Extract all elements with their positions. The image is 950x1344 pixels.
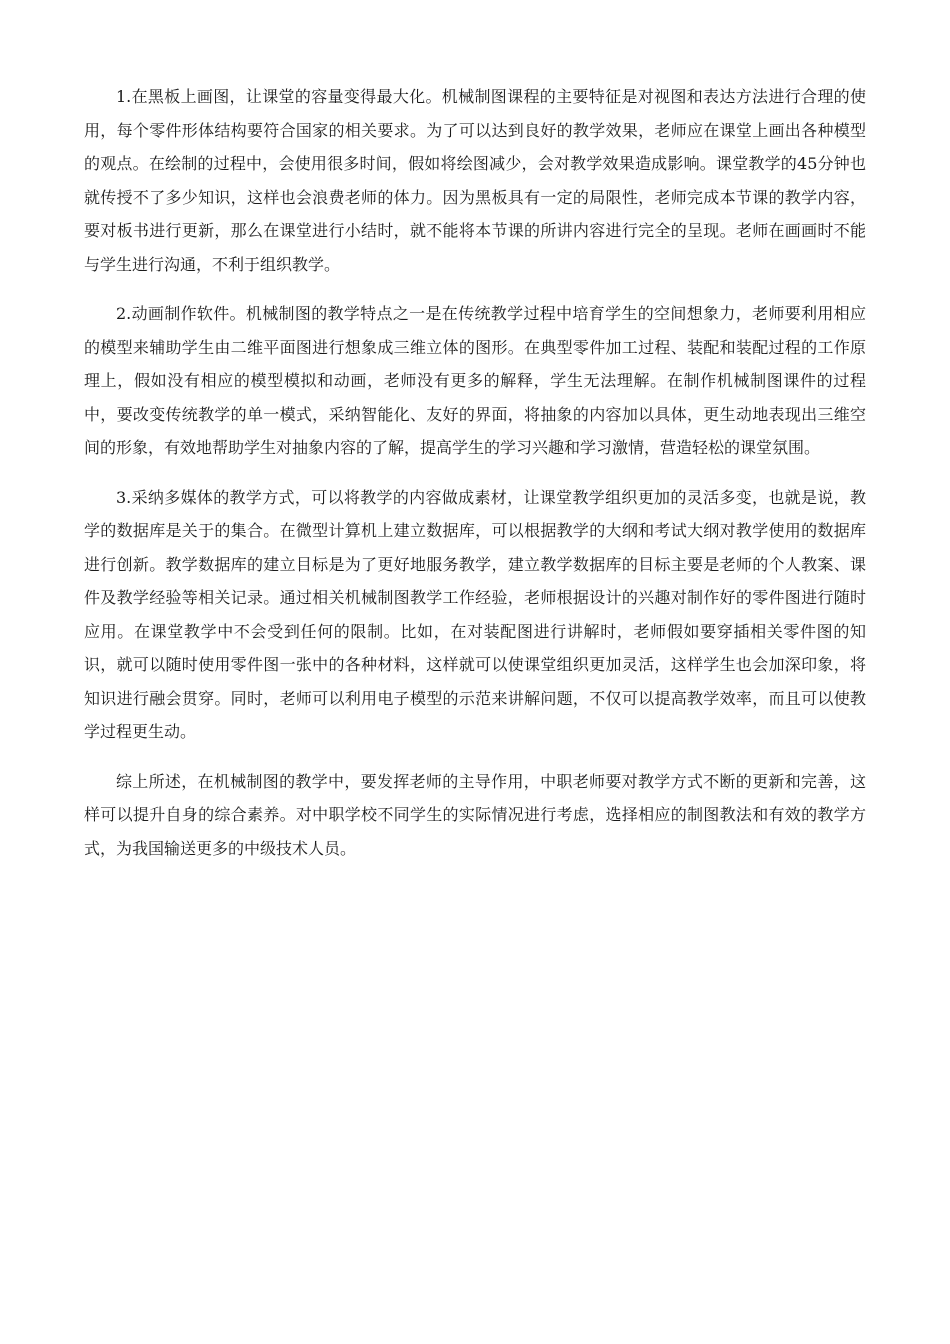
paragraph-3-multimedia-teaching: 3.采纳多媒体的教学方式，可以将教学的内容做成素材，让课堂教学组织更加的灵活多变，也就是说，教学的数据库是关于的集合。在微型计算机上建立数据库，可以根据教学的大纲和考试大纲对教学使用的数据库进行创新。教学数据库的建立目标是为了更好地服务教学，建立教学数据库的目标主要是老师的个人教案、课件及教学经验等相关记录。通过相关机械制图教学工作经验，老师根据设计的兴趣对制作好的零件图进行随时应用。在课堂教学中不会受到任何的限制。比如，在对装配图进行讲解时，老师假如要穿插相关零件图的知识，就可以随时使用零件图一张中的各种材料，这样就可以使课堂组织更加灵活，这样学生也会加深印象，将知识进行融会贯穿。同时，老师可以利用电子模型的示范来讲解问题，不仅可以提高教学效率，而且可以使教学过程更生动。 <box>84 487 866 741</box>
paragraph-2-animation-software: 2.动画制作软件。机械制图的教学特点之一是在传统教学过程中培育学生的空间想象力，老师要利用相应的模型来辅助学生由二维平面图进行想象成三维立体的图形。在典型零件加工过程、装配和装配过程的工作原理上，假如没有相应的模型模拟和动画，老师没有更多的解释，学生无法理解。在制作机械制图课件的过程中，要改变传统教学的单一模式，采纳智能化、友好的界面，将抽象的内容加以具体，更生动地表现出三维空间的形象，有效地帮助学生对抽象内容的了解，提高学生的学习兴趣和学习激情，营造轻松的课堂氛围。 <box>84 304 866 457</box>
paragraph-1-blackboard-drawing: 1.在黑板上画图，让课堂的容量变得最大化。机械制图课程的主要特征是对视图和表达方法进行合理的使用，每个零件形体结构要符合国家的相关要求。为了可以达到良好的教学效果，老师应在课堂上画出各种模型的观点。在绘制的过程中，会使用很多时间，假如将绘图减少，会对教学效果造成影响。课堂教学的45分钟也就传授不了多少知识，这样也会浪费老师的体力。因为黑板具有一定的局限性，老师完成本节课的教学内容，要对板书进行更新，那么在课堂进行小结时，就不能将本节课的所讲内容进行完全的呈现。老师在画画时不能与学生进行沟通，不利于组织教学。 <box>84 87 866 274</box>
document-body <box>84 80 866 881</box>
paragraph-conclusion: 综上所述，在机械制图的教学中，要发挥老师的主导作用，中职老师要对教学方式不断的更新和完善，这样可以提升自身的综合素养。对中职学校不同学生的实际情况进行考虑，选择相应的制图教法和有效的教学方式，为我国输送更多的中级技术人员。 <box>84 771 866 858</box>
